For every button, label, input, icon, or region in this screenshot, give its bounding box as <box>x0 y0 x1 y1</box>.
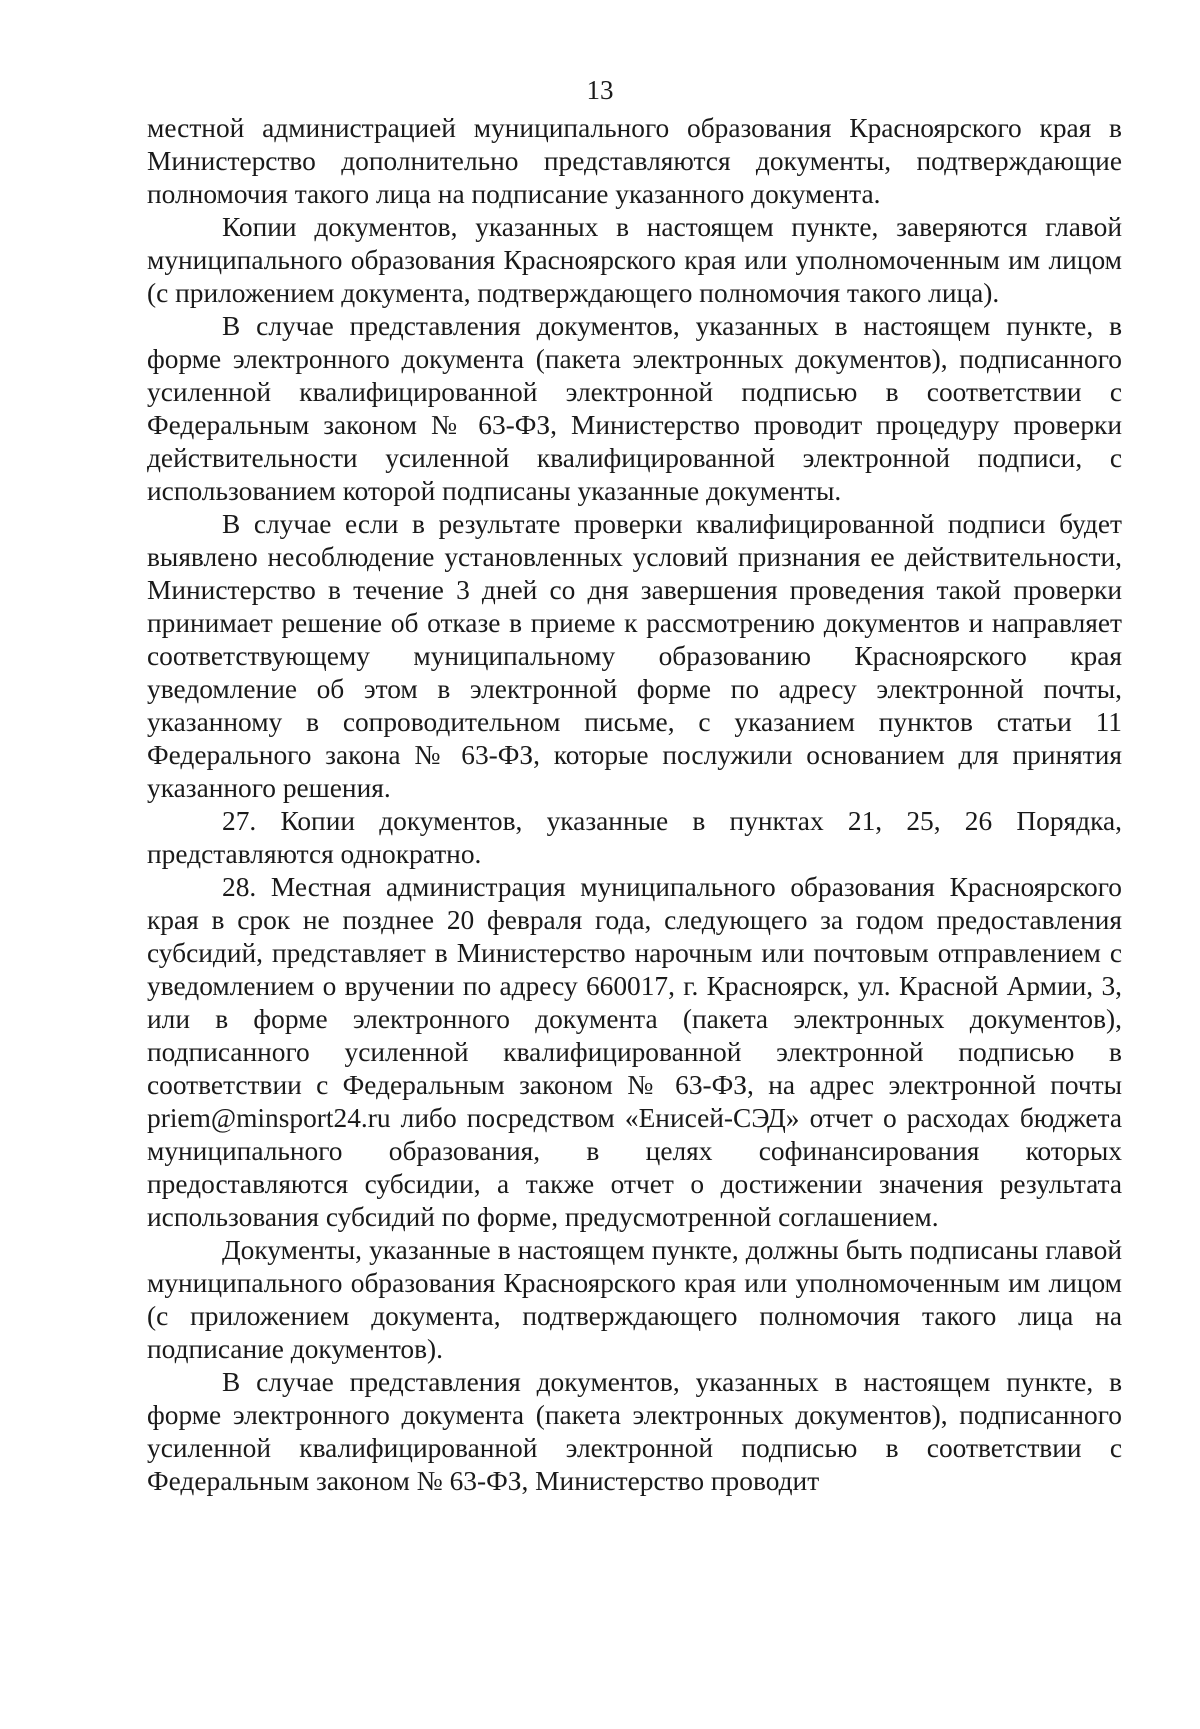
paragraph-signature-check-failure: В случае если в результате проверки квалифицированной подписи будет выявлено несоблюдение установленных условий признания ее действительности, Министерство в течение 3 дней со дня завершения проведения такой проверки принимает решение об отказе в приеме к рассмотрению документов и направляет соответствующему муниципальному образованию Красноярского края уведомление об этом в электронной форме по адресу электронной почты, указанному в сопроводительном письме, с указанием пунктов статьи 11 Федерального закона № 63-ФЗ, которые послужили основанием для принятия указанного решения. <box>147 509 1122 803</box>
paragraph-electronic-submission-2: В случае представления документов, указанных в настоящем пункте, в форме электронного документа (пакета электронных документов), подписанного усиленной квалифицированной электронной подписью в соответствии с Федеральным законом № 63-ФЗ, Министерство проводит <box>147 1367 1122 1496</box>
paragraph-electronic-submission: В случае представления документов, указанных в настоящем пункте, в форме электронного документа (пакета электронных документов), подписанного усиленной квалифицированной электронной подписью в соответствии с Федеральным законом № 63-ФЗ, Министерство проводит процедуру проверки действительности усиленной квалифицированной электронной подписи, с использованием которой подписаны указанные документы. <box>147 311 1122 506</box>
page-number: 13 <box>586 75 614 105</box>
paragraph-continuation: местной администрацией муниципального образования Красноярского края в Министерство дополнительно представляются документы, подтверждающие полномочия такого лица на подписание указанного документа. <box>147 113 1122 209</box>
paragraph-item-28: 28. Местная администрация муниципального образования Красноярского края в срок не позднее 20 февраля года, следующего за годом предоставления субсидий, представляет в Министерство нарочным или почтовым отправлением с уведомлением о вручении по адресу 660017, г. Красноярск, ул. Красной Армии, 3, или в форме электронного документа (пакета электронных документов), подписанного усиленной квалифицированной электронной подписью в соответствии с Федеральным законом № 63-ФЗ, на адрес электронной почты priem@minsport24.ru либо посредством «Енисей-СЭД» отчет о расходах бюджета муниципального образования, в целях софинансирования которых предоставляются субсидии, а также отчет о достижении значения результата использования субсидий по форме, предусмотренной соглашением. <box>147 872 1122 1232</box>
paragraph-documents-signed: Документы, указанные в настоящем пункте, должны быть подписаны главой муниципального образования Красноярского края или уполномоченным им лицом (с приложением документа, подтверждающего полномочия такого лица на подписание документов). <box>147 1235 1122 1364</box>
paragraph-copies-certification: Копии документов, указанных в настоящем пункте, заверяются главой муниципального образования Красноярского края или уполномоченным им лицом (с приложением документа, подтверждающего полномочия такого лица). <box>147 212 1122 308</box>
paragraph-item-27: 27. Копии документов, указанные в пунктах 21, 25, 26 Порядка, представляются однократно. <box>147 806 1122 869</box>
document-body <box>147 112 1122 1498</box>
